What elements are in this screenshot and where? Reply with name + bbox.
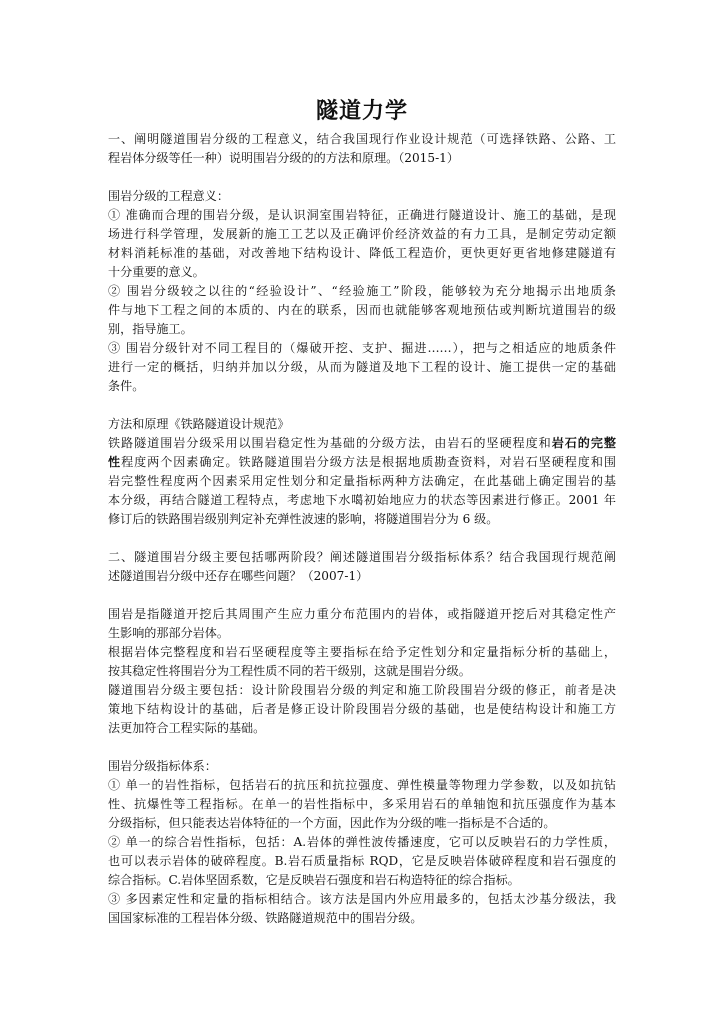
text-line: 策地下结构设计的基础，后者是修正设计阶段围岩分级的基础，也是使结构设计和施工方 — [108, 702, 616, 716]
text-line: 也可以表示岩体的破碎程度。B.岩石质量指标 RQD，它是反映岩体破碎程度和岩石强度的 — [108, 854, 616, 868]
text-line: 生影响的那部分岩体。 — [108, 626, 229, 640]
text-line: 条件。 — [108, 379, 145, 393]
text-line: ② 单一的综合岩性指标，包括：A.岩体的弹性波传播速度，它可以反映岩石的力学性质， — [108, 835, 616, 849]
text-line: ③ 多因素定性和定量的指标相结合。该方法是国内外应用最多的，包括太沙基分级法，我 — [108, 892, 616, 906]
bold-text-segment: 岩石的完整 — [551, 436, 616, 450]
paragraph-spacer — [108, 168, 616, 187]
bold-text-segment: 性 — [108, 455, 122, 469]
text-segment: 程度两个因素确定。铁路隧道围岩分级方法是根据地质勘查资料，对岩石坚硬程度和围 — [121, 455, 616, 469]
document-title: 隧道力学 — [315, 98, 408, 124]
text-line: 根据岩体完整程度和岩石坚硬程度等主要指标在给予定性划分和定量指标分析的基础上， — [108, 645, 616, 659]
text-line: 别，指导施工。 — [108, 322, 193, 336]
text-line — [108, 453, 616, 472]
text-line: 进行一定的概括，归纳并加以分级，从而为隧道及地下工程的设计、施工提供一定的基础 — [108, 360, 616, 374]
paragraph-spacer — [108, 529, 616, 548]
text-line: 围岩是指隧道开挖后其周围产生应力重分布范围内的岩体，或指隧道开挖后对其稳定性产 — [108, 607, 616, 621]
section-heading-significance: 围岩分级的工程意义： — [108, 189, 229, 203]
text-line: 十分重要的意义。 — [108, 265, 205, 279]
text-line: 按其稳定性将围岩分为工程性质不同的若干级别，这就是围岩分级。 — [108, 664, 471, 678]
text-line: 本分级，再结合隧道工程特点，考虑地下水噶初始地应力的状态等因素进行修正。2001 年 — [108, 493, 616, 507]
question-1-line: 一、阐明隧道围岩分级的工程意义，结合我国现行作业设计规范（可选择铁路、公路、工 — [108, 132, 616, 146]
text-line: 分级指标，但只能表达岩体特征的一个方面，因此作为分级的唯一指标是不合适的。 — [108, 816, 556, 830]
text-line: 隧道围岩分级主要包括：设计阶段围岩分级的判定和施工阶段围岩分级的修正，前者是决 — [108, 683, 616, 697]
document-page — [108, 96, 616, 928]
text-line — [108, 434, 616, 453]
text-line: ③ 围岩分级针对不同工程目的（爆破开挖、支护、掘进……），把与之相适应的地质条件 — [108, 341, 616, 355]
text-line: ① 单一的岩性指标，包括岩石的抗压和抗拉强度、弹性模量等物理力学参数，以及如抗钻 — [108, 778, 616, 792]
paragraph-spacer — [108, 738, 616, 757]
text-line: 综合指标。C.岩体坚固系数，它是反映岩石强度和岩石构造特征的综合指标。 — [108, 873, 520, 887]
paragraph-spacer — [108, 586, 616, 605]
section-heading-method: 方法和原理《铁路隧道设计规范》 — [108, 417, 290, 431]
text-line: 法更加符合工程实际的基础。 — [108, 721, 266, 735]
text-line: ② 围岩分级较之以往的“经验设计”、“经验施工”阶段，能够较为充分地揭示出地质条 — [108, 284, 616, 298]
question-1-line: 程岩体分级等任一种）说明围岩分级的的方法和原理。（2015-1） — [108, 151, 459, 165]
text-line: 场进行科学管理，发展新的施工工艺以及正确评价经济效益的有力工具，是制定劳动定额 — [108, 227, 616, 241]
text-line: 岩完整性程度两个因素采用定性划分和定量指标两种方法确定，在此基础上确定围岩的基 — [108, 474, 616, 488]
paragraph-spacer — [108, 396, 616, 415]
text-line: 国国家标准的工程岩体分级、铁路隧道规范中的围岩分级。 — [108, 911, 423, 925]
text-line: ① 准确而合理的围岩分级，是认识洞室围岩特征，正确进行隧道设计、施工的基础，是现 — [108, 208, 616, 222]
text-line: 材料消耗标准的基础，对改善地下结构设计、降低工程造价，更快更好更省地修建隧道有 — [108, 246, 616, 260]
text-segment: 铁路隧道围岩分级采用以围岩稳定性为基础的分级方法，由岩石的坚硬程度和 — [108, 436, 552, 450]
question-2-line: 述隧道围岩分级中还存在哪些问题？（2007-1） — [108, 569, 369, 583]
text-line: 件与地下工程之间的本质的、内在的联系，因而也就能够客观地预估或判断坑道围岩的级 — [108, 303, 616, 317]
text-line: 性、抗爆性等工程指标。在单一的岩性指标中，多采用岩石的单轴饱和抗压强度作为基本 — [108, 797, 616, 811]
text-line: 修订后的铁路围岩级别判定补充弹性波速的影响，将隧道围岩分为 6 级。 — [108, 512, 499, 526]
question-2-line: 二、隧道围岩分级主要包括哪两阶段？阐述隧道围岩分级指标体系？结合我国现行规范阐 — [108, 550, 616, 564]
section-heading-index-system: 围岩分级指标体系： — [108, 759, 217, 773]
